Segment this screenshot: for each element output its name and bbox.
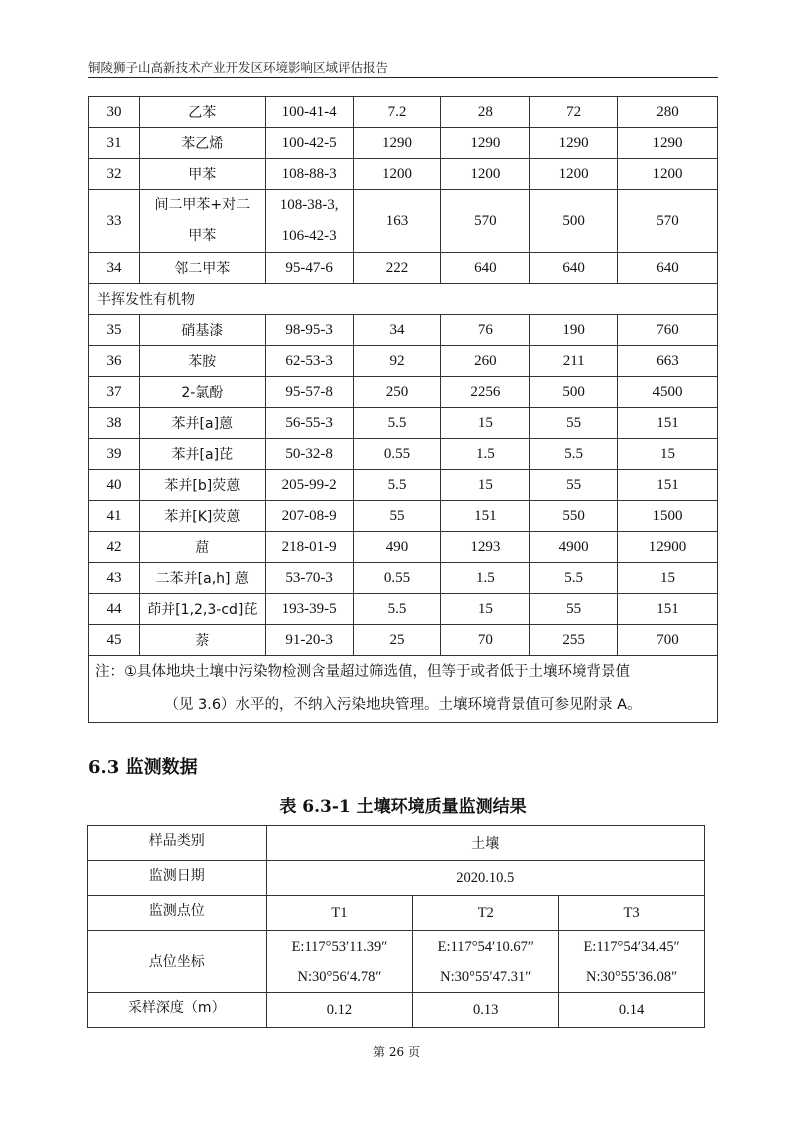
value-3: 550 bbox=[530, 501, 618, 532]
value-1: 25 bbox=[353, 625, 441, 656]
row-number: 40 bbox=[89, 470, 140, 501]
value-3: 190 bbox=[530, 315, 618, 346]
compound-name: 邻二甲苯 bbox=[139, 253, 265, 284]
value-2: 570 bbox=[441, 190, 530, 253]
value-2: 151 bbox=[441, 501, 530, 532]
table-row bbox=[88, 896, 705, 931]
date-label: 监测日期 bbox=[88, 861, 267, 896]
coord-e: E:117°54′10.67″ bbox=[437, 938, 534, 955]
table-row bbox=[89, 408, 718, 439]
value-3: 500 bbox=[530, 377, 618, 408]
value-4: 151 bbox=[618, 470, 718, 501]
value-1: 5.5 bbox=[353, 470, 441, 501]
value-2: 1293 bbox=[441, 532, 530, 563]
compound-name: 乙苯 bbox=[139, 97, 265, 128]
row-number: 41 bbox=[89, 501, 140, 532]
compound-name: 苯胺 bbox=[139, 346, 265, 377]
value-4: 570 bbox=[618, 190, 718, 253]
depth-t1: 0.12 bbox=[266, 993, 413, 1028]
coord-n: N:30°55′36.08″ bbox=[586, 968, 678, 985]
value-4: 760 bbox=[618, 315, 718, 346]
value-2: 2256 bbox=[441, 377, 530, 408]
sample-type-label: 样品类别 bbox=[88, 826, 267, 861]
compound-name: 䓛 bbox=[139, 532, 265, 563]
compound-name: 硝基漆 bbox=[139, 315, 265, 346]
value-1: 1200 bbox=[353, 159, 441, 190]
table-row bbox=[89, 315, 718, 346]
document-header: 铜陵狮子山高新技术产业开发区环境影响区域评估报告 bbox=[88, 60, 718, 78]
cas-number: 193-39-5 bbox=[265, 594, 353, 625]
value-4: 1500 bbox=[618, 501, 718, 532]
row-number: 44 bbox=[89, 594, 140, 625]
value-4: 1290 bbox=[618, 128, 718, 159]
coord-t3 bbox=[559, 931, 705, 993]
value-4: 1200 bbox=[618, 159, 718, 190]
table-row bbox=[89, 128, 718, 159]
compound-name: 苯并[a]芘 bbox=[139, 439, 265, 470]
compound-name: 茚并[1,2,3-cd]芘 bbox=[139, 594, 265, 625]
coord-n: N:30°56′4.78″ bbox=[297, 968, 382, 985]
screening-values-table bbox=[88, 96, 718, 723]
value-2: 28 bbox=[441, 97, 530, 128]
row-number: 37 bbox=[89, 377, 140, 408]
point-t2: T2 bbox=[413, 896, 559, 931]
compound-name-line-1: 间二甲苯+对二 bbox=[154, 197, 251, 213]
value-3: 640 bbox=[530, 253, 618, 284]
section-heading: 6.3 监测数据 bbox=[88, 757, 198, 778]
row-number: 32 bbox=[89, 159, 140, 190]
cas-number: 53-70-3 bbox=[265, 563, 353, 594]
date-value: 2020.10.5 bbox=[266, 861, 704, 896]
value-2: 1290 bbox=[441, 128, 530, 159]
value-3: 55 bbox=[530, 594, 618, 625]
table-row bbox=[89, 625, 718, 656]
compound-name bbox=[139, 190, 265, 253]
row-number: 33 bbox=[89, 190, 140, 253]
value-2: 640 bbox=[441, 253, 530, 284]
value-3: 1290 bbox=[530, 128, 618, 159]
value-2: 15 bbox=[441, 470, 530, 501]
value-2: 1.5 bbox=[441, 563, 530, 594]
table-row bbox=[89, 159, 718, 190]
depth-t2: 0.13 bbox=[413, 993, 559, 1028]
value-1: 250 bbox=[353, 377, 441, 408]
table-row bbox=[89, 377, 718, 408]
value-1: 34 bbox=[353, 315, 441, 346]
point-t3: T3 bbox=[559, 896, 705, 931]
note-line-2: （见 3.6）水平的，不纳入污染地块管理。土壤环境背景值可参见附录 A。 bbox=[164, 697, 642, 713]
value-4: 4500 bbox=[618, 377, 718, 408]
table-row bbox=[88, 993, 705, 1028]
depth-t3: 0.14 bbox=[559, 993, 705, 1028]
value-3: 55 bbox=[530, 408, 618, 439]
cas-number: 95-47-6 bbox=[265, 253, 353, 284]
value-3: 72 bbox=[530, 97, 618, 128]
point-label: 监测点位 bbox=[88, 896, 267, 931]
table-row bbox=[89, 346, 718, 377]
cas-number: 205-99-2 bbox=[265, 470, 353, 501]
value-2: 70 bbox=[441, 625, 530, 656]
table-row bbox=[89, 563, 718, 594]
compound-name: 苯乙烯 bbox=[139, 128, 265, 159]
compound-name: 萘 bbox=[139, 625, 265, 656]
value-3: 5.5 bbox=[530, 563, 618, 594]
value-4: 700 bbox=[618, 625, 718, 656]
cas-number: 98-95-3 bbox=[265, 315, 353, 346]
value-1: 5.5 bbox=[353, 408, 441, 439]
value-1: 1290 bbox=[353, 128, 441, 159]
cas-number: 108-88-3 bbox=[265, 159, 353, 190]
cas-number: 50-32-8 bbox=[265, 439, 353, 470]
row-number: 35 bbox=[89, 315, 140, 346]
value-1: 163 bbox=[353, 190, 441, 253]
table-row bbox=[89, 532, 718, 563]
coord-t2 bbox=[413, 931, 559, 993]
cas-number: 207-08-9 bbox=[265, 501, 353, 532]
value-4: 15 bbox=[618, 439, 718, 470]
table-row bbox=[89, 190, 718, 253]
monitoring-results-table bbox=[87, 825, 705, 1028]
cas-line-2: 106-42-3 bbox=[281, 228, 337, 244]
value-1: 7.2 bbox=[353, 97, 441, 128]
value-2: 15 bbox=[441, 408, 530, 439]
table-note bbox=[89, 656, 718, 723]
table-row bbox=[89, 594, 718, 625]
cas-number bbox=[265, 190, 353, 253]
cas-number: 218-01-9 bbox=[265, 532, 353, 563]
coord-n: N:30°55′47.31″ bbox=[440, 968, 532, 985]
row-number: 34 bbox=[89, 253, 140, 284]
value-2: 76 bbox=[441, 315, 530, 346]
row-number: 43 bbox=[89, 563, 140, 594]
cas-number: 100-42-5 bbox=[265, 128, 353, 159]
value-4: 663 bbox=[618, 346, 718, 377]
value-1: 222 bbox=[353, 253, 441, 284]
value-2: 15 bbox=[441, 594, 530, 625]
value-4: 640 bbox=[618, 253, 718, 284]
value-3: 1200 bbox=[530, 159, 618, 190]
cas-number: 95-57-8 bbox=[265, 377, 353, 408]
row-number: 38 bbox=[89, 408, 140, 439]
value-4: 15 bbox=[618, 563, 718, 594]
table-section-row bbox=[89, 284, 718, 315]
compound-name: 苯并[K]荧蒽 bbox=[139, 501, 265, 532]
table-row bbox=[89, 470, 718, 501]
cas-line-1: 108-38-3, bbox=[279, 197, 339, 213]
value-1: 0.55 bbox=[353, 563, 441, 594]
value-1: 92 bbox=[353, 346, 441, 377]
compound-name: 二苯并[a,h] 蒽 bbox=[139, 563, 265, 594]
value-3: 211 bbox=[530, 346, 618, 377]
value-2: 260 bbox=[441, 346, 530, 377]
cas-number: 91-20-3 bbox=[265, 625, 353, 656]
cas-number: 100-41-4 bbox=[265, 97, 353, 128]
row-number: 36 bbox=[89, 346, 140, 377]
value-1: 0.55 bbox=[353, 439, 441, 470]
coord-e: E:117°53′11.39″ bbox=[291, 938, 388, 955]
section-label: 半挥发性有机物 bbox=[89, 284, 718, 315]
value-3: 4900 bbox=[530, 532, 618, 563]
compound-name-line-2: 甲苯 bbox=[188, 228, 217, 244]
row-number: 42 bbox=[89, 532, 140, 563]
compound-name: 苯并[b]荧蒽 bbox=[139, 470, 265, 501]
value-1: 490 bbox=[353, 532, 441, 563]
value-2: 1.5 bbox=[441, 439, 530, 470]
value-3: 55 bbox=[530, 470, 618, 501]
value-3: 255 bbox=[530, 625, 618, 656]
compound-name: 2-氯酚 bbox=[139, 377, 265, 408]
row-number: 30 bbox=[89, 97, 140, 128]
coord-e: E:117°54′34.45″ bbox=[583, 938, 680, 955]
compound-name: 甲苯 bbox=[139, 159, 265, 190]
value-2: 1200 bbox=[441, 159, 530, 190]
table-row bbox=[89, 439, 718, 470]
coord-t1 bbox=[266, 931, 413, 993]
note-line-1: 注：①具体地块土壤中污染物检测含量超过筛选值，但等于或者低于土壤环境背景值 bbox=[95, 664, 630, 680]
table-row bbox=[89, 253, 718, 284]
table-row bbox=[88, 826, 705, 861]
cas-number: 56-55-3 bbox=[265, 408, 353, 439]
value-4: 151 bbox=[618, 594, 718, 625]
coord-label: 点位坐标 bbox=[88, 931, 267, 993]
value-1: 5.5 bbox=[353, 594, 441, 625]
table-row bbox=[88, 861, 705, 896]
cas-number: 62-53-3 bbox=[265, 346, 353, 377]
point-t1: T1 bbox=[266, 896, 413, 931]
row-number: 39 bbox=[89, 439, 140, 470]
value-3: 500 bbox=[530, 190, 618, 253]
value-4: 12900 bbox=[618, 532, 718, 563]
value-3: 5.5 bbox=[530, 439, 618, 470]
table-row bbox=[88, 931, 705, 993]
page-number: 第 26 页 bbox=[373, 1045, 420, 1059]
table-caption: 表 6.3-1 土壤环境质量监测结果 bbox=[279, 797, 527, 817]
row-number: 45 bbox=[89, 625, 140, 656]
value-1: 55 bbox=[353, 501, 441, 532]
table-row bbox=[89, 501, 718, 532]
table-row bbox=[89, 97, 718, 128]
compound-name: 苯并[a]蒽 bbox=[139, 408, 265, 439]
value-4: 151 bbox=[618, 408, 718, 439]
depth-label: 采样深度（m） bbox=[88, 993, 267, 1028]
value-4: 280 bbox=[618, 97, 718, 128]
row-number: 31 bbox=[89, 128, 140, 159]
table-note-row bbox=[89, 656, 718, 723]
sample-type-value: 土壤 bbox=[266, 826, 704, 861]
